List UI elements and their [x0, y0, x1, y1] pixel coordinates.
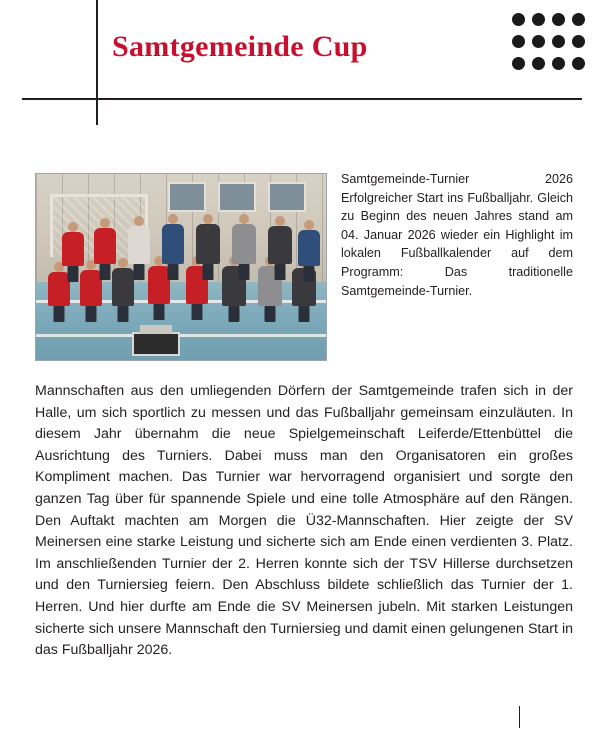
- dot-icon: [532, 57, 545, 70]
- court-line: [36, 334, 326, 337]
- player-silhouette: [232, 224, 256, 264]
- dot-icon: [512, 57, 525, 70]
- page-title: Samtgemeinde Cup: [112, 30, 368, 63]
- dot-icon: [552, 35, 565, 48]
- dot-icon: [552, 13, 565, 26]
- player-silhouette: [298, 230, 320, 266]
- article-body: Mannschaften aus den umliegenden Dörfern der Samtgemeinde trafen sich in der Halle, um sich sportlich zu messen und das Fußballjahr gemeinsam einzuläuten. In diesem Jahr übernahm die neue Spielgemeinschaft Leiferde/Ettenbüttel die Ausrichtung des Turniers. Dabei muss man den Organisatoren ein großes Kompliment machen. Das Turnier war hervorragend organisiert und sorgte den ganzen Tag über für spannende Spiele und eine tolle Atmosphäre auf den Rängen. Den Auftakt machten am Morgen die Ü32-Mannschaften. Hier zeigte der SV Meinersen eine starke Leistung und sicherte sich am Ende einen verdienten 3. Platz. Im anschließenden Turnier der 2. Herren konnte sich der TSV Hillerse durchsetzen und den Turniersieg feiern. Den Abschluss bildete schließlich das Turnier der 1. Herren. Und hier durfte am Ende die SV Meinersen jubeln. Mit starken Leistungen sicherte sich unsere Mannschaft den Turniersieg und damit einen gelungenen Start in das Fußballjahr 2026.: [35, 383, 573, 659]
- footer-mark: [519, 706, 520, 728]
- player-silhouette: [112, 268, 134, 306]
- dot-icon: [552, 57, 565, 70]
- dot-icon: [572, 35, 585, 48]
- player-silhouette: [94, 228, 116, 264]
- dot-grid-decoration: [508, 8, 588, 74]
- trophy-box: [132, 332, 180, 356]
- team-photo: [35, 173, 327, 361]
- dot-icon: [512, 35, 525, 48]
- player-silhouette: [62, 232, 84, 266]
- page-header: [0, 0, 604, 125]
- player-silhouette: [268, 226, 292, 264]
- player-silhouette: [128, 226, 150, 264]
- dot-icon: [572, 57, 585, 70]
- dot-icon: [532, 35, 545, 48]
- article-caption: Samtgemeinde-Turnier 2026 Erfolgreicher Start ins Fußballjahr. Gleich zu Beginn des neuen Jahres stand am 04. Januar 2026 wieder ein Highlight im lokalen Fußballkalender auf dem Programm: Das traditionelle Samtgemeinde-Turnier.: [341, 172, 573, 298]
- intro-block: [35, 170, 573, 367]
- hall-window: [268, 182, 306, 212]
- dot-icon: [572, 13, 585, 26]
- player-silhouette: [162, 224, 184, 264]
- header-horizontal-rule: [22, 98, 582, 100]
- article-content: [35, 170, 573, 662]
- player-silhouette: [196, 224, 220, 264]
- dot-icon: [512, 13, 525, 26]
- header-vertical-rule: [96, 0, 98, 125]
- dot-icon: [532, 13, 545, 26]
- hall-window: [168, 182, 206, 212]
- hall-window: [218, 182, 256, 212]
